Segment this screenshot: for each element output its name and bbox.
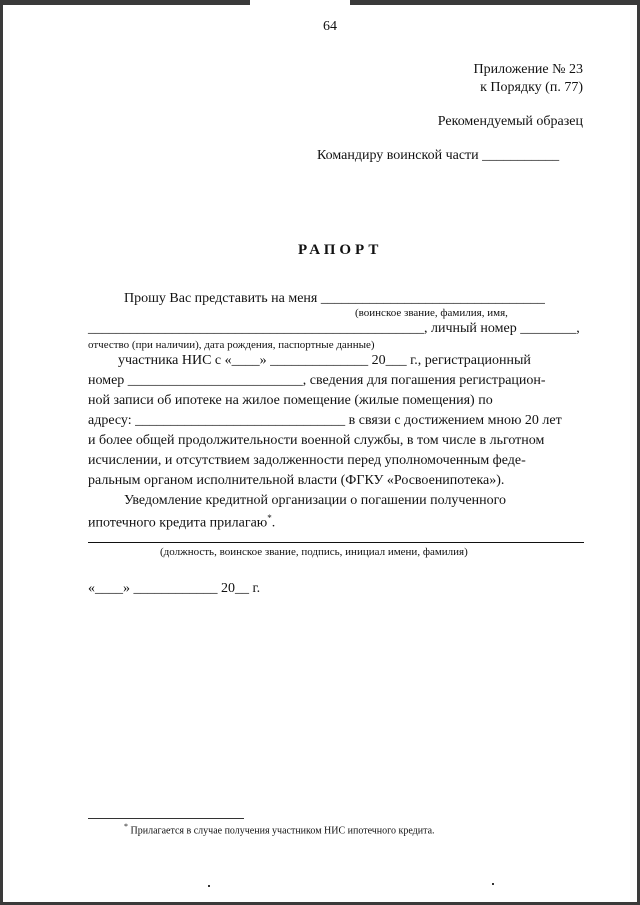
signature-hint: (должность, воинское звание, подпись, инициал имени, фамилия) [160,546,468,558]
body-line-8: исчислении, и отсутствием задолженности перед уполномоченным феде- [88,453,526,468]
body-line-3: участника НИС с «____» ______________ 20___ г., регистрационный [118,353,531,368]
body-line-11: ипотечного кредита прилагаю*. [88,513,276,531]
page-number: 64 [323,19,337,34]
body-line-5: ной записи об ипотеке на жилое помещение (жилые помещения) по [88,393,493,408]
date-line: «____» ____________ 20__ г. [88,581,261,596]
body-line-7: и более общей продолжительности военной службы, в том числе в льготном [88,433,545,448]
scan-edge-left [0,0,3,905]
body-line-1: Прошу Вас представить на меня ________________________________ [124,291,545,306]
body-line-4: номер _________________________, сведения для погашения регистрацион- [88,373,546,388]
addressee: Командиру воинской части ___________ [317,148,560,163]
body-line-9: ральным органом исполнительной власти (ФГКУ «Росвоенипотека»). [88,473,505,488]
footnote-separator [88,818,244,819]
document-title: РАПОРТ [298,242,383,258]
field-hint-patronymic: отчество (при наличии), дата рождения, паспортные данные) [88,339,375,351]
body-line-6: адресу: ______________________________ в связи с достижением мною 20 лет [88,413,562,428]
scan-speck [208,885,210,887]
footnote-mark: * [124,822,128,831]
body-line-2: ________________________________________________, личный номер ________, [88,321,580,336]
signature-line [88,542,584,543]
scan-speck [492,883,494,885]
footnote-marker: * [267,513,272,523]
appendix-reference: к Порядку (п. 77) [480,80,583,95]
field-hint-rank-name: (воинское звание, фамилия, имя, [355,307,508,319]
sample-note: Рекомендуемый образец [437,114,583,129]
appendix-number: Приложение № 23 [473,62,583,77]
body-line-10: Уведомление кредитной организации о погашении полученного [124,493,507,508]
footnote: * Прилагается в случае получения участником НИС ипотечного кредита. [124,822,435,837]
